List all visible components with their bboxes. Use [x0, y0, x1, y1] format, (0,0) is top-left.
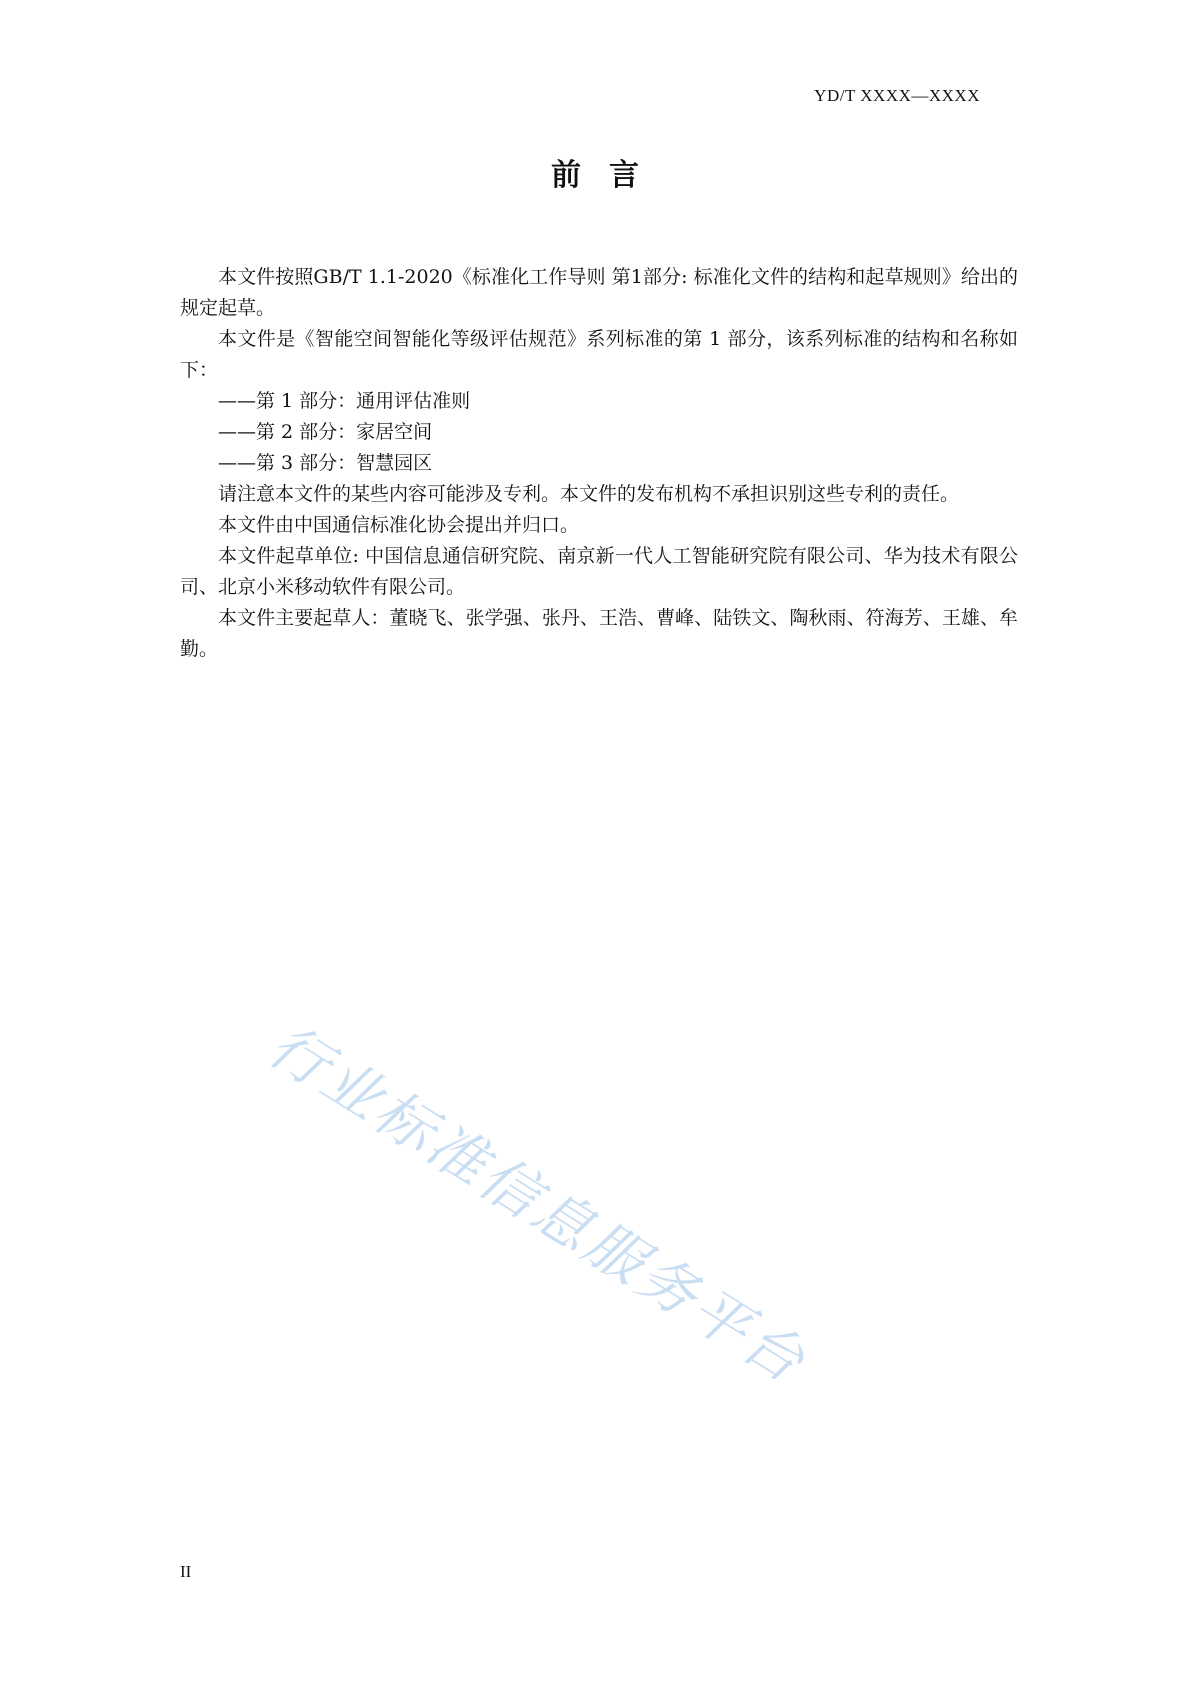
paragraph-drafting-units: 本文件起草单位: 中国信息通信研究院、南京新一代人工智能研究院有限公司、华为技术有限公司、北京小米移动软件有限公司。: [180, 545, 1018, 598]
list-item-part-1: ——第 1 部分：通用评估准则: [218, 390, 471, 412]
paragraph-series-structure: 本文件是《智能空间智能化等级评估规范》系列标准的第 1 部分，该系列标准的结构和名称如下：: [180, 328, 1018, 381]
watermark: 行业标准信息服务平台: [257, 1011, 819, 1398]
list-item-part-2: ——第 2 部分：家居空间: [218, 421, 433, 443]
list-item-part-3: ——第 3 部分：智慧园区: [218, 452, 433, 474]
paragraph-drafting-basis: 本文件按照GB/T 1.1-2020《标准化工作导则 第1部分: 标准化文件的结构和起草规则》给出的规定起草。: [180, 266, 1018, 319]
document-code: YD/T XXXX—XXXX: [814, 86, 980, 105]
page-title: 前言: [551, 158, 667, 193]
page-number: II: [180, 1562, 192, 1581]
paragraph-patent-notice: 请注意本文件的某些内容可能涉及专利。本文件的发布机构不承担识别这些专利的责任。: [218, 483, 960, 505]
paragraph-proposer: 本文件由中国通信标准化协会提出并归口。: [218, 514, 580, 536]
preface-body: [180, 262, 1018, 665]
paragraph-drafters: 本文件主要起草人：董晓飞、张学强、张丹、王浩、曹峰、陆铁文、陶秋雨、符海芳、王雄、牟勤。: [180, 607, 1018, 660]
